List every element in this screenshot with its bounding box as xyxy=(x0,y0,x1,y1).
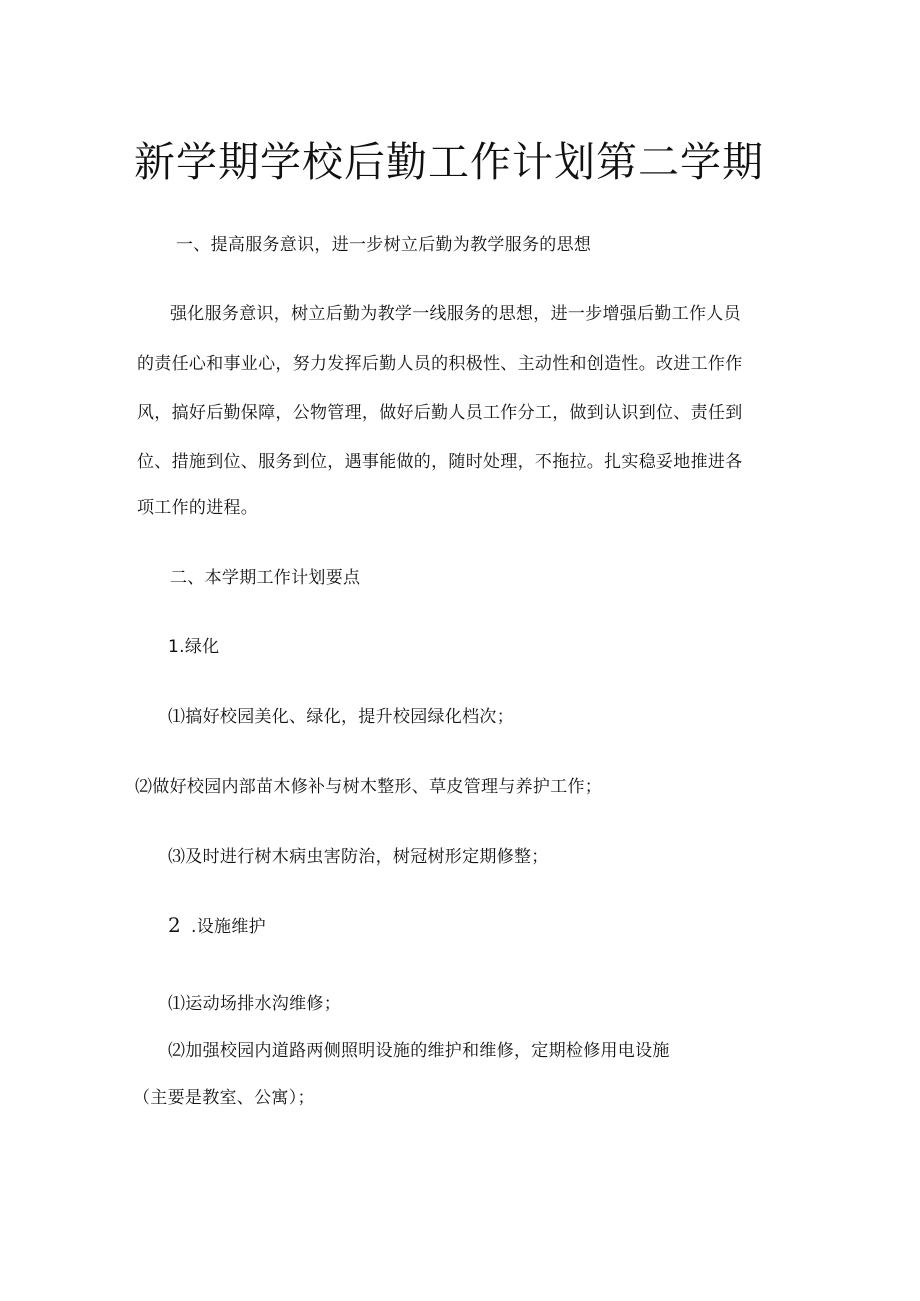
section1-paragraph-line-5: 项工作的进程。 xyxy=(137,498,259,518)
document-title: 新学期学校后勤工作计划第二学期 xyxy=(134,138,764,186)
item2-point-2: ⑵加强校园内道路两侧照明设施的维护和维修，定期检修用电设施 xyxy=(168,1041,670,1061)
section1-paragraph-line-2: 的责任心和事业心，努力发挥后勤人员的积极性、主动性和创造性。改进工作作 xyxy=(137,354,743,374)
item2-heading xyxy=(168,913,266,939)
item1-point-3: ⑶及时进行树木病虫害防治，树冠树形定期修整； xyxy=(168,847,549,867)
section2-heading: 二、本学期工作计划要点 xyxy=(170,568,361,588)
item2-point-1: ⑴运动场排水沟维修； xyxy=(168,994,341,1014)
section1-paragraph-line-1: 强化服务意识，树立后勤为教学一线服务的思想，进一步增强后勤工作人员 xyxy=(170,304,741,324)
section1-paragraph-line-4: 位、措施到位、服务到位，遇事能做的，随时处理，不拖拉。扎实稳妥地推进各 xyxy=(137,452,743,472)
section1-paragraph-line-3: 风，搞好后勤保障，公物管理，做好后勤人员工作分工，做到认识到位、责任到 xyxy=(137,403,743,423)
item1-point-1: ⑴搞好校园美化、绿化，提升校园绿化档次； xyxy=(168,707,514,727)
item2-title: .设施维护 xyxy=(191,917,266,937)
item1-point-2: ⑵做好校园内部苗木修补与树木整形、草皮管理与养护工作； xyxy=(135,777,603,797)
item2-number: 2 xyxy=(168,913,182,937)
item1-title: 1.绿化 xyxy=(168,637,220,657)
section1-heading: 一、提高服务意识，进一步树立后勤为教学服务的思想 xyxy=(176,235,592,255)
item2-point-3: （主要是教室、公寓）； xyxy=(133,1088,315,1108)
